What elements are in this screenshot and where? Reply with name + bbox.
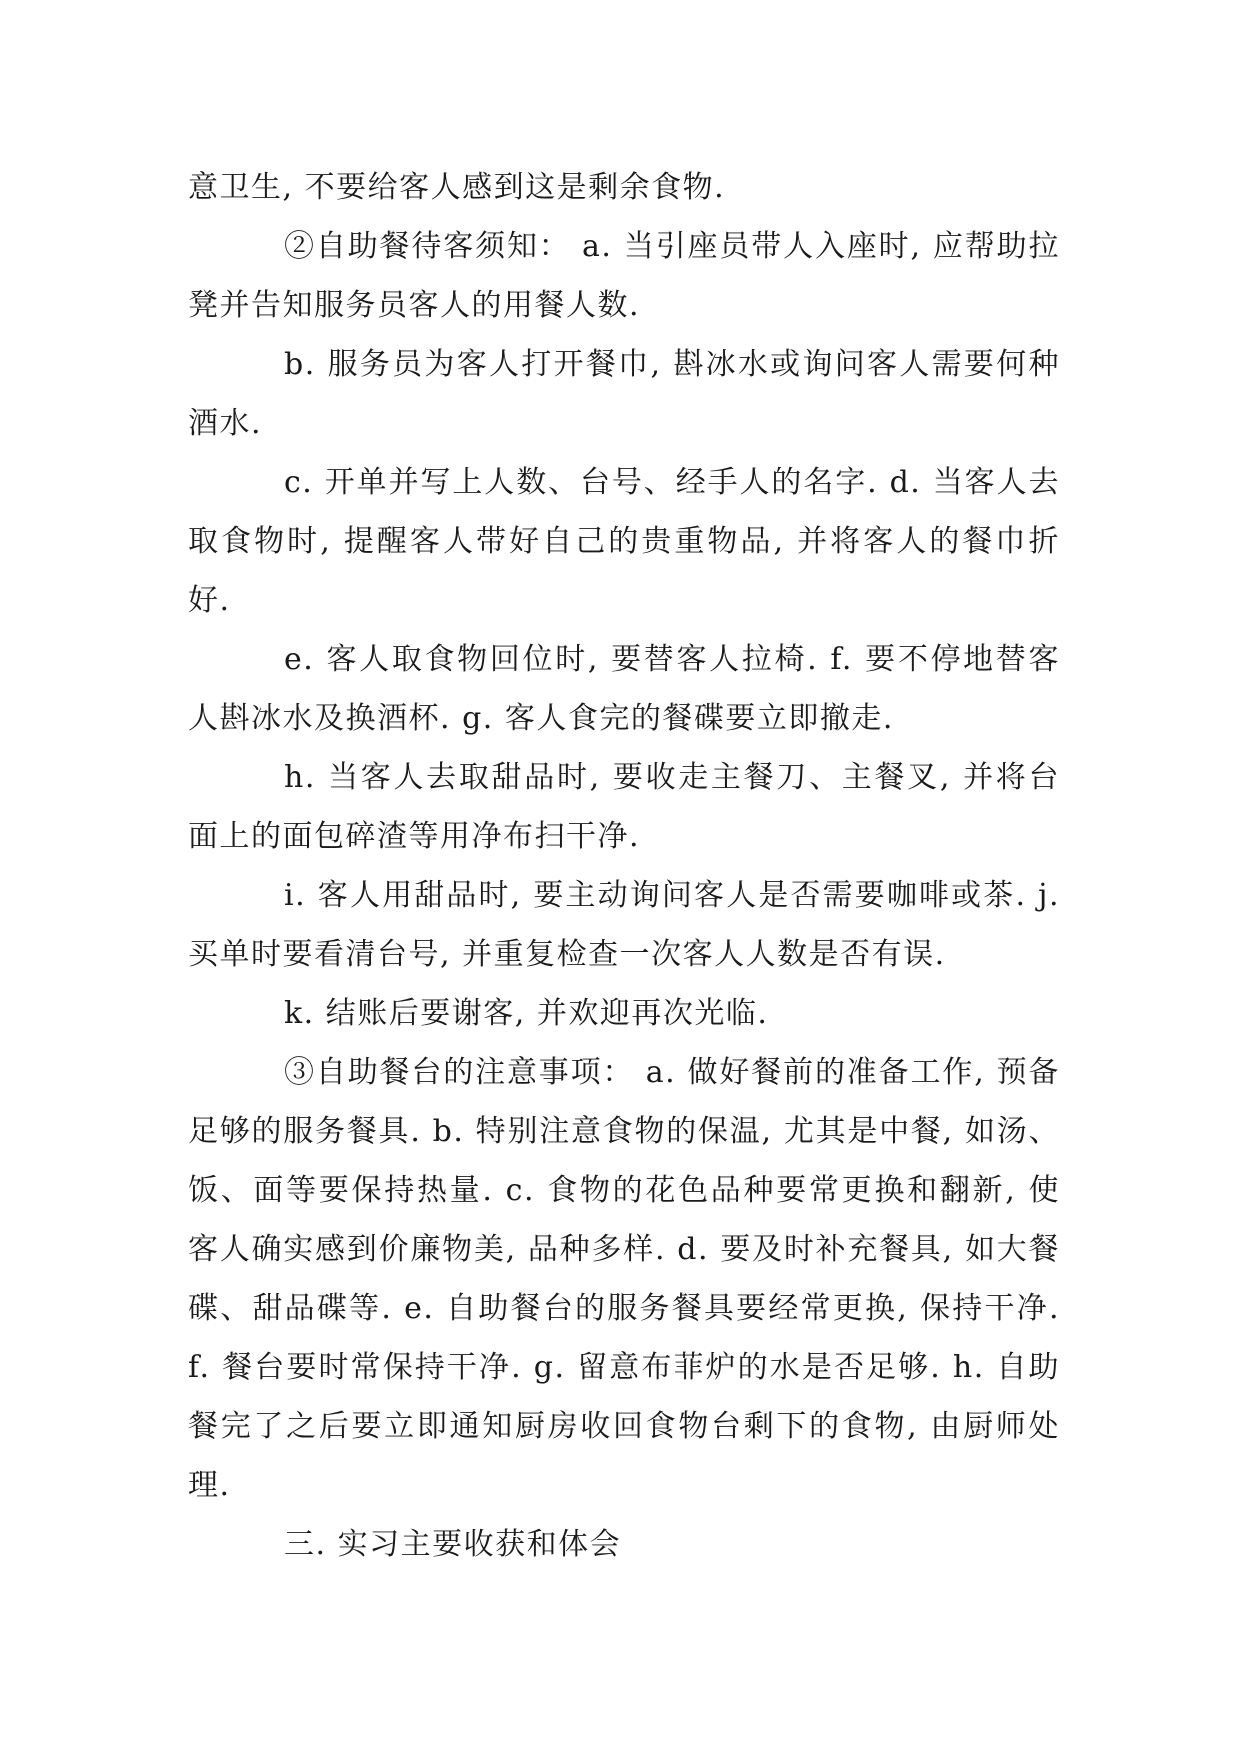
paragraph-item-h: h. 当客人去取甜品时, 要收走主餐刀、主餐叉, 并将台面上的面包碎渣等用净布扫干净. <box>188 760 1060 854</box>
paragraph-item-b: b. 服务员为客人打开餐巾, 斟冰水或询问客人需要何种酒水. <box>188 347 1060 441</box>
section-heading-internship-gains: 三. 实习主要收获和体会 <box>284 1527 622 1562</box>
body-text <box>188 158 1060 1574</box>
paragraph-item-i-j: i. 客人用甜品时, 要主动询问客人是否需要咖啡或茶. j. 买单时要看清台号, 并重复检查一次客人人数是否有误. <box>188 878 1060 972</box>
paragraph-item-k: k. 结账后要谢客, 并欢迎再次光临. <box>284 996 769 1031</box>
paragraph-item-c-d: c. 开单并写上人数、台号、经手人的名字. d. 当客人去取食物时, 提醒客人带好自己的贵重物品, 并将客人的餐巾折好. <box>188 465 1060 618</box>
paragraph-item-e-f-g: e. 客人取食物回位时, 要替客人拉椅. f. 要不停地替客人斟冰水及换酒杯. g. 客人食完的餐碟要立即撤走. <box>188 642 1060 736</box>
paragraph-buffet-table-notes: ③自助餐台的注意事项： a. 做好餐前的准备工作, 预备足够的服务餐具. b. 特别注意食物的保温, 尤其是中餐, 如汤、饭、面等要保持热量. c. 食物的花色品种要常更换和翻新, 使客人确实感到价廉物美, 品种多样. d. 要及时补充餐具, 如大餐碟、甜品碟等. e. 自助餐台的服务餐具要经常更换, 保持干净. f. 餐台要时常保持干净. g. 留意布菲炉的水是否足够. h. 自助餐完了之后要立即通知厨房收回食物台剩下的食物, 由厨师处理. <box>188 1055 1060 1503</box>
paragraph-continuation: 意卫生, 不要给客人感到这是剩余食物. <box>188 170 726 205</box>
paragraph-buffet-service-notes: ②自助餐待客须知： a. 当引座员带人入座时, 应帮助拉凳并告知服务员客人的用餐人数. <box>188 229 1060 323</box>
